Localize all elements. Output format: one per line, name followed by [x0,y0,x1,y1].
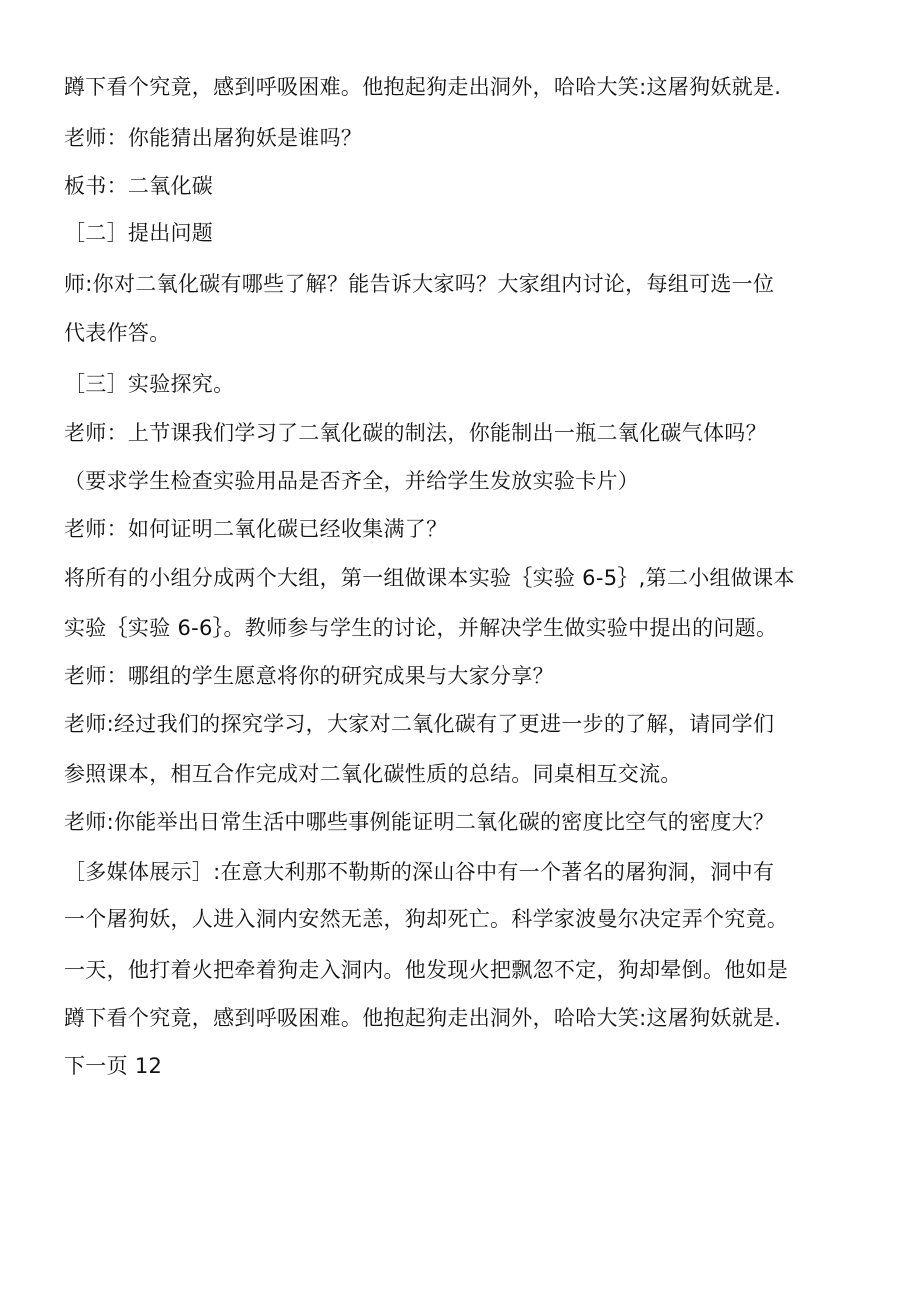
text-line: （要求学生检查实验用品是否齐全，并给学生发放实验卡片） [64,469,640,493]
page-footer-link[interactable]: 下一页 12 [64,1054,163,1078]
text-line: 蹲下看个究竟，感到呼吸困难。他抱起狗走出洞外，哈哈大笑:这屠狗妖就是. [64,75,782,99]
text-line: 老师:经过我们的探究学习，大家对二氧化碳有了更进一步的了解，请同学们 [64,712,775,736]
text-line: 实验｛实验 6-6｝。教师参与学生的讨论，并解决学生做实验中提出的问题。 [64,616,778,640]
text-line: 板书：二氧化碳 [64,174,214,198]
section-heading: ［三］实验探究。 [64,372,235,396]
text-line: 老师：哪组的学生愿意将你的研究成果与大家分享？ [64,664,554,688]
text-line: 老师:你能举出日常生活中哪些事例能证明二氧化碳的密度比空气的密度大？ [64,810,775,834]
text-line: ［多媒体展示］:在意大利那不勒斯的深山谷中有一个著名的屠狗洞，洞中有 [64,860,775,884]
text-line: 一天，他打着火把牵着狗走入洞内。他发现火把飘忽不定，狗却晕倒。他如是 [64,958,789,982]
text-line: 老师：上节课我们学习了二氧化碳的制法，你能制出一瓶二氧化碳气体吗？ [64,421,767,445]
text-line: 蹲下看个究竟，感到呼吸困难。他抱起狗走出洞外，哈哈大笑:这屠狗妖就是. [64,1006,782,1030]
section-heading: ［二］提出问题 [64,221,214,245]
text-line: 参照课本，相互合作完成对二氧化碳性质的总结。同桌相互交流。 [64,762,682,786]
text-line: 一个屠狗妖，人进入洞内安然无恙，狗却死亡。科学家波曼尔决定弄个究竟。 [64,907,789,931]
text-line: 师:你对二氧化碳有哪些了解？能告诉大家吗？大家组内讨论，每组可选一位 [64,272,775,296]
text-line: 老师：你能猜出屠狗妖是谁吗？ [64,126,363,150]
text-line: 将所有的小组分成两个大组，第一组做课本实验｛实验 6-5｝,第二小组做课本 [64,566,795,590]
text-line: 代表作答。 [64,321,171,345]
text-line: 老师：如何证明二氧化碳已经收集满了？ [64,517,448,541]
